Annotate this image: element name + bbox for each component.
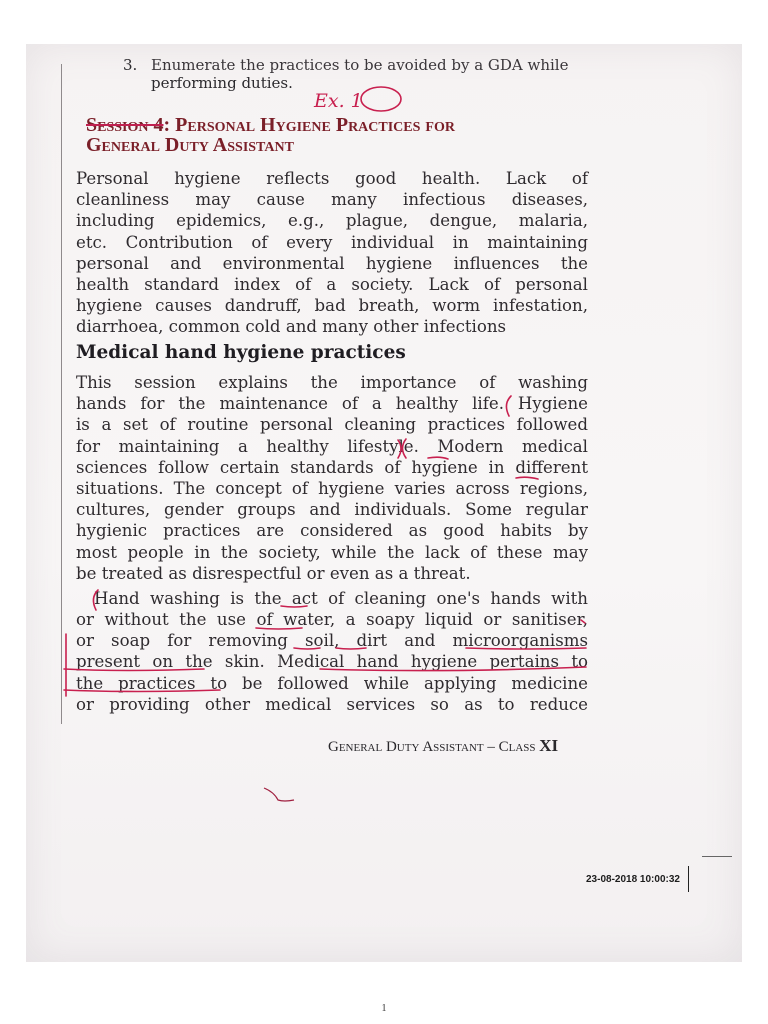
text-line: etc. Contribution of every individual in maintaining [76, 232, 588, 252]
session-heading-line2: General Duty Assistant [86, 134, 294, 156]
text-line: health standard index of a society. Lack of personal [76, 275, 588, 295]
exercise-item-number: 3. [123, 56, 138, 74]
text-line: present on the skin. Medical hand hygiene pertains to [76, 652, 588, 672]
text-line: or without the use of water, a soapy liquid or sanitiser, [76, 610, 588, 629]
text-line: hygiene causes dandruff, bad breath, worm infestation, [76, 296, 588, 316]
medical-hand-hygiene-subheading: Medical hand hygiene practices [76, 342, 406, 363]
text-line: be treated as disrespectful or even as a threat. [76, 563, 471, 583]
session-colon: : [163, 114, 171, 136]
circle-mark [361, 87, 401, 111]
margin-rule [61, 64, 62, 724]
text-line: Hand washing is the act of cleaning one's hands with [94, 589, 588, 608]
page-number: 1 [381, 1003, 387, 1014]
hand-washing-paragraph-cont [76, 609, 588, 715]
hand-washing-paragraph [94, 588, 588, 609]
footer-text: General Duty Assistant – Class [328, 739, 536, 755]
exercise-item-line1: Enumerate the practices to be avoided by a GDA while [151, 56, 569, 74]
text-line: or providing other medical services so as to reduce [76, 694, 588, 714]
page-footer [328, 736, 558, 756]
text-line: situations. The concept of hygiene varies across regions, [76, 479, 588, 499]
edge-mark [702, 856, 732, 857]
exercise-item-line2: performing duties. [151, 74, 293, 92]
footer-class-number: XI [539, 736, 559, 755]
timestamp-divider [688, 866, 689, 892]
session-label: Session 4 [86, 114, 164, 136]
text-line: for maintaining a healthy lifestyle. Modern medical [76, 436, 588, 456]
text-line: personal and environmental hygiene influences the [76, 253, 588, 273]
text-line: sciences follow certain standards of hygiene in different [76, 457, 588, 477]
handwritten-exercise-note: Ex. 1 [314, 90, 363, 112]
stray-pen-mark [264, 788, 294, 801]
text-line: most people in the society, while the lack of these may [76, 542, 588, 562]
text-line: including epidemics, e.g., plague, dengue, malaria, [76, 211, 588, 231]
capture-timestamp: 23-08-2018 10:00:32 [586, 874, 680, 885]
session-title-line1: Personal Hygiene Practices for [175, 114, 455, 136]
text-line: This session explains the importance of washing [76, 373, 588, 392]
scanned-page-photo [26, 44, 742, 962]
text-line: is a set of routine personal cleaning practices followed [76, 415, 588, 435]
text-line: cultures, gender groups and individuals. Some regular [76, 500, 588, 520]
text-line: the practices to be followed while applying medicine [76, 673, 588, 693]
text-line: or soap for removing soil, dirt and microorganisms [76, 631, 588, 651]
session-paragraph [76, 372, 588, 584]
text-line: hygienic practices are considered as good habits by [76, 521, 588, 541]
text-line: Personal hygiene reflects good health. Lack of [76, 169, 588, 188]
text-line: cleanliness may cause many infectious diseases, [76, 190, 588, 210]
text-line: hands for the maintenance of a healthy life. Hygiene [76, 394, 588, 414]
text-line: diarrhoea, common cold and many other infections [76, 317, 507, 337]
intro-paragraph [76, 168, 588, 338]
